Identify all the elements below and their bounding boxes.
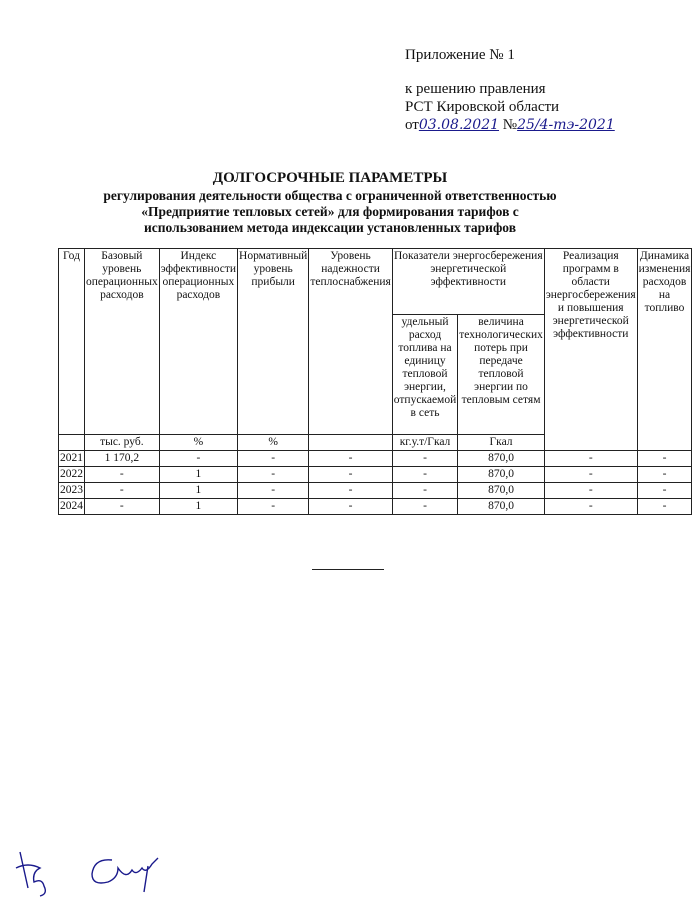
signature-1 — [14, 848, 64, 898]
from-prefix: от — [405, 117, 419, 133]
cell-programs: - — [544, 499, 637, 515]
appendix-authority: РСТ Кировской области — [405, 99, 560, 115]
appendix-decision: к решению правления — [405, 81, 546, 97]
cell-losses: 870,0 — [458, 467, 545, 483]
cell-losses: 870,0 — [458, 483, 545, 499]
header-energy-group: Показатели энергосбережения энергетической эффективности — [392, 249, 544, 315]
cell-dynamics: - — [637, 499, 692, 515]
cell-dynamics: - — [637, 451, 692, 467]
subtitle-line-2: «Предприятие тепловых сетей» для формирования тарифов с — [141, 204, 519, 219]
cell-index: - — [159, 451, 237, 467]
cell-fuel: - — [392, 451, 457, 467]
cell-base: 1 170,2 — [85, 451, 160, 467]
subtitle-line-1: регулирования деятельности общества с ограниченной ответственностью — [103, 188, 557, 203]
cell-fuel: - — [392, 499, 457, 515]
cell-index: 1 — [159, 499, 237, 515]
cell-year: 2021 — [59, 451, 85, 467]
header-year: Год — [59, 249, 85, 435]
decision-number: 25/4-тэ-2021 — [517, 117, 615, 133]
cell-base: - — [85, 499, 160, 515]
header-reliability: Уровень надежности теплоснабжения — [309, 249, 392, 435]
header-fuel: удельный расход топлива на единицу тепловой энергии, отпускаемой в сеть — [392, 315, 457, 435]
appendix-number: Приложение № 1 — [405, 47, 515, 63]
header-index: Индекс эффективности операционных расходов — [159, 249, 237, 435]
unit-losses: Гкал — [458, 435, 545, 451]
document-subtitle — [60, 188, 600, 236]
cell-reliability: - — [309, 499, 392, 515]
cell-programs: - — [544, 451, 637, 467]
cell-base: - — [85, 483, 160, 499]
unit-fuel: кг.у.т/Гкал — [392, 435, 457, 451]
table-row — [59, 451, 692, 467]
cell-index: 1 — [159, 483, 237, 499]
cell-year: 2022 — [59, 467, 85, 483]
decision-date: 03.08.2021 — [418, 117, 500, 133]
cell-reliability: - — [309, 483, 392, 499]
cell-profit: - — [238, 467, 309, 483]
cell-dynamics: - — [637, 467, 692, 483]
cell-index: 1 — [159, 467, 237, 483]
header-row — [59, 249, 692, 315]
cell-year: 2024 — [59, 499, 85, 515]
cell-programs: - — [544, 467, 637, 483]
cell-profit: - — [238, 499, 309, 515]
cell-fuel: - — [392, 467, 457, 483]
header-programs: Реализация программ в области энергосбережения и повышения энергетической эффективности — [544, 249, 637, 451]
unit-reliability — [309, 435, 392, 451]
cell-losses: 870,0 — [458, 499, 545, 515]
cell-base: - — [85, 467, 160, 483]
data-rows — [59, 451, 692, 515]
parameters-table — [58, 248, 692, 515]
cell-dynamics: - — [637, 483, 692, 499]
subtitle-line-3: использованием метода индексации установленных тарифов — [144, 220, 516, 235]
signature-2 — [88, 852, 164, 898]
cell-reliability: - — [309, 451, 392, 467]
header-profit: Нормативный уровень прибыли — [238, 249, 309, 435]
separator-line — [312, 569, 384, 570]
unit-year — [59, 435, 85, 451]
cell-profit: - — [238, 451, 309, 467]
document-title: ДОЛГОСРОЧНЫЕ ПАРАМЕТРЫ — [212, 170, 448, 186]
unit-base: тыс. руб. — [85, 435, 160, 451]
header-base: Базовый уровень операционных расходов — [85, 249, 160, 435]
appendix-date-number — [405, 116, 615, 134]
cell-losses: 870,0 — [458, 451, 545, 467]
cell-fuel: - — [392, 483, 457, 499]
appendix-block — [405, 46, 615, 134]
table-row — [59, 483, 692, 499]
cell-reliability: - — [309, 467, 392, 483]
cell-programs: - — [544, 483, 637, 499]
unit-profit: % — [238, 435, 309, 451]
number-prefix: № — [502, 117, 518, 133]
table-row — [59, 499, 692, 515]
table-row — [59, 467, 692, 483]
unit-index: % — [159, 435, 237, 451]
cell-year: 2023 — [59, 483, 85, 499]
cell-profit: - — [238, 483, 309, 499]
header-losses: величина технологических потерь при передаче тепловой энергии по тепловым сетям — [458, 315, 545, 435]
header-dynamics: Динамика изменения расходов на топливо — [637, 249, 692, 451]
